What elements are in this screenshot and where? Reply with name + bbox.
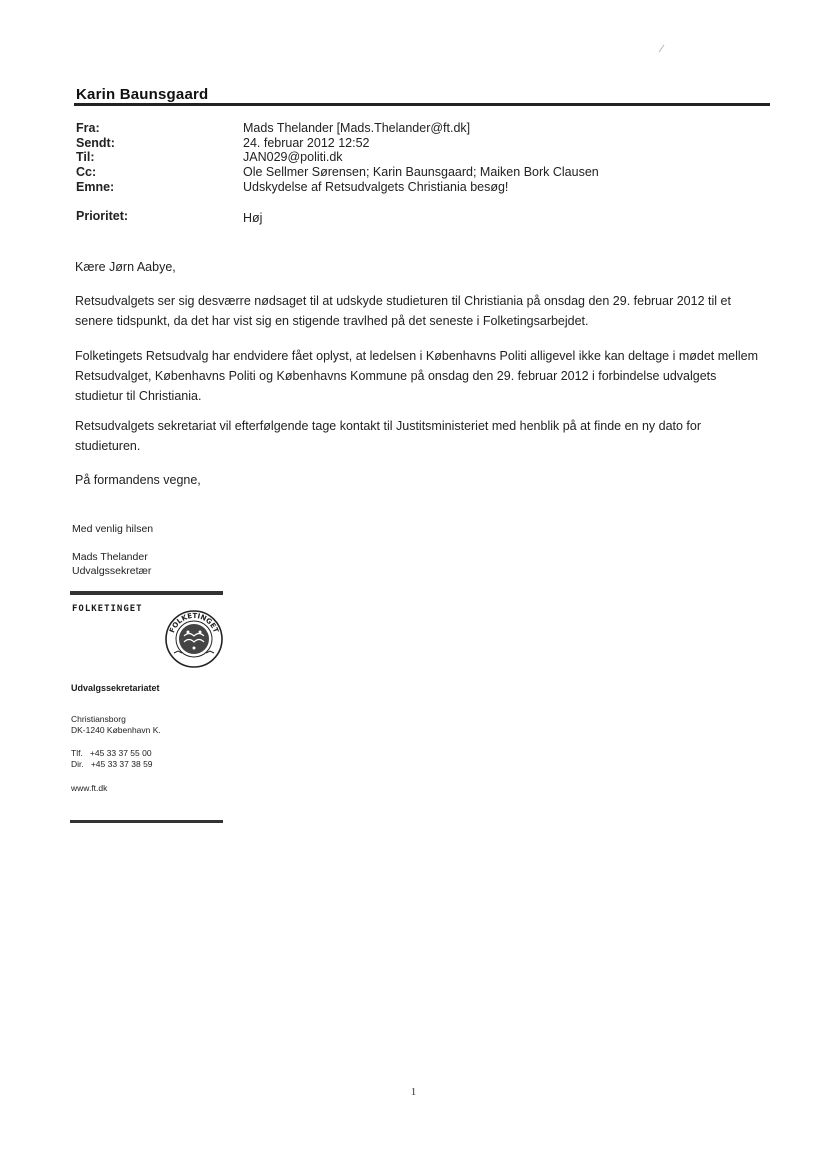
sent-label: Sendt: xyxy=(76,136,115,150)
page-number: 1 xyxy=(410,1086,417,1098)
body-paragraph-1: Retsudvalgets ser sig desværre nødsaget til at udskyde studieturen til Christiania på onsdag den 29. februar 2012 til et senere tidspunkt, da det har vist sig en stigende travlhed på det seneste i Folketingsarbejdet. xyxy=(75,294,731,328)
sent-value: 24. februar 2012 12:52 xyxy=(243,136,370,150)
on-behalf-line: På formandens vegne, xyxy=(75,473,201,487)
body-paragraph-2: Folketingets Retsudvalg har endvidere fået oplyst, at ledelsen i Københavns Politi alligevel ikke kan deltage i mødet mellem Retsudvalget, Københavns Politi og Københavns Kommune på onsdag den 29. februar 2012 i forbindelse udvalgets studietur til Christiania. xyxy=(75,349,759,403)
subject-value: Udskydelse af Retsudvalgets Christiania besøg! xyxy=(243,180,509,194)
phone-line-2: Dir. +45 33 37 38 59 xyxy=(71,759,153,769)
folketinget-seal-icon xyxy=(164,609,224,669)
phone-line-1: Tlf. +45 33 37 55 00 xyxy=(71,748,152,758)
header-rule xyxy=(74,103,770,106)
subject-label: Emne: xyxy=(76,180,115,194)
website-link[interactable]: www.ft.dk xyxy=(71,783,108,793)
to-value: JAN029@politi.dk xyxy=(243,150,343,164)
sender-name: Karin Baunsgaard xyxy=(76,86,209,103)
signature-rule-top xyxy=(70,591,223,595)
from-value: Mads Thelander [Mads.Thelander@ft.dk] xyxy=(243,121,471,135)
greeting: Kære Jørn Aabye, xyxy=(75,260,176,274)
body-paragraph-3: Retsudvalgets sekretariat vil efterfølgende tage kontakt til Justitsministeriet med henblik på at finde en ny dato for studieturen. xyxy=(75,419,702,453)
scan-artifact xyxy=(659,45,665,53)
closing: Med venlig hilsen xyxy=(72,523,154,535)
cc-label: Cc: xyxy=(76,165,97,179)
signer-title: Udvalgssekretær xyxy=(72,565,152,577)
signature-rule-bottom xyxy=(70,820,223,823)
priority-label: Prioritet: xyxy=(76,209,129,223)
priority-value: Høj xyxy=(243,211,263,225)
address-line-2: DK-1240 København K. xyxy=(71,725,161,735)
department: Udvalgssekretariatet xyxy=(71,683,160,693)
to-label: Til: xyxy=(76,150,95,164)
address-line-1: Christiansborg xyxy=(71,714,126,724)
from-label: Fra: xyxy=(76,121,100,135)
signer-name: Mads Thelander xyxy=(72,551,148,563)
org-name: FOLKETINGET xyxy=(72,604,143,614)
cc-value: Ole Sellmer Sørensen; Karin Baunsgaard; Maiken Bork Clausen xyxy=(243,165,599,179)
svg-text:FOLKETINGET: FOLKETINGET xyxy=(168,611,220,634)
